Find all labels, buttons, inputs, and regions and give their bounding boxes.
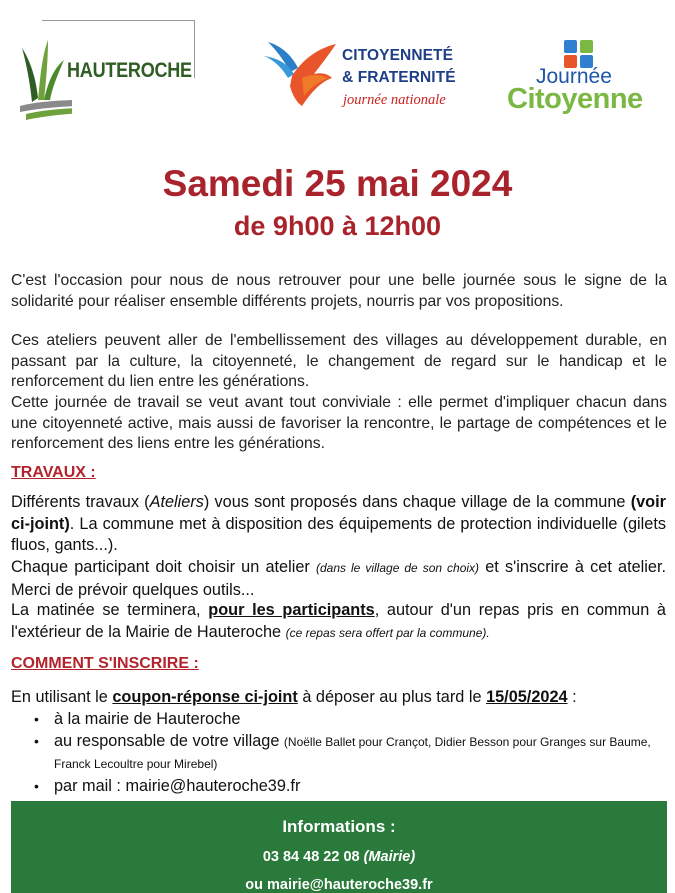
text-span: La matinée se terminera, — [11, 601, 209, 619]
inscription-methods-list — [34, 709, 666, 797]
travaux-paragraph — [11, 492, 666, 557]
bird-icon — [262, 38, 340, 110]
text-span: , autour d'un repas pris en commun à l'extérieur de la Mairie de Hauteroche — [11, 601, 666, 641]
citoyennete-logo-subtitle: journée nationale — [343, 92, 446, 108]
logo-frame-line — [42, 20, 194, 21]
list-item — [34, 709, 666, 731]
text-bold: pour les participants — [208, 601, 375, 619]
text-span: Différents travaux ( — [11, 493, 150, 511]
text-bold: (voir ci-joint) — [11, 493, 666, 533]
square-icon — [580, 40, 593, 53]
travaux-paragraph — [11, 557, 666, 601]
logo-frame-line — [194, 20, 195, 78]
footer-phone — [11, 849, 667, 865]
list-item-text: à la mairie de Hauteroche — [54, 710, 241, 728]
inscrire-heading: COMMENT S'INSCRIRE : — [11, 655, 199, 672]
text-span: . La commune met à disposition des équipements de protection individuelle (gilets fluos, gants...). — [11, 514, 666, 554]
text-span: ) vous sont proposés dans chaque village de la commune — [203, 493, 631, 511]
bullet-icon: • — [34, 711, 39, 727]
intro-paragraph: Ces ateliers peuvent aller de l'embellissement des villages au développement durable, en passant par la culture, la citoyenneté, le changement de regard sur le handicap et le renforcement du lien entre les générations. — [11, 332, 667, 390]
text-span: : — [567, 688, 577, 706]
travaux-heading: TRAVAUX : — [11, 464, 96, 481]
citoyennete-logo-line: CITOYENNETÉ — [342, 47, 454, 64]
info-footer — [11, 801, 667, 893]
travaux-paragraph — [11, 600, 666, 644]
text-bold: coupon-réponse ci-joint — [112, 688, 298, 706]
intro-paragraph: Cette journée de travail se veut avant tout conviviale : elle permet d'impliquer chacun dans une citoyenneté active, mais aussi de favoriser la rencontre, le partage de compétences et le renforcement des liens entre les générations. — [11, 394, 667, 452]
deadline-date: 15/05/2024 — [486, 688, 568, 706]
text-span: à déposer au plus tard le — [297, 688, 487, 706]
hauteroche-logo — [20, 20, 198, 122]
list-item-text: par mail : mairie@hauteroche39.fr — [54, 776, 301, 795]
grass-leaf-icon — [20, 32, 72, 122]
bullet-icon: • — [34, 732, 39, 749]
list-item-text: au responsable de votre village — [54, 731, 284, 750]
phone-note: (Mairie) — [359, 849, 416, 865]
journee-logo-text: Journée — [536, 65, 612, 88]
event-date-title: Samedi 25 mai 2024 — [162, 163, 513, 204]
text-span: Chaque participant doit choisir un atelier — [11, 558, 316, 576]
event-time-title: de 9h00 à 12h00 — [233, 211, 442, 241]
citoyennete-fraternite-logo — [262, 38, 472, 118]
footer-email: ou mairie@hauteroche39.fr — [245, 877, 433, 893]
text-small: (ce repas sera offert par la commune). — [285, 625, 490, 640]
citoyennete-logo-line: & FRATERNITÉ — [342, 69, 456, 86]
journee-citoyenne-logo — [505, 38, 660, 118]
footer-title: Informations : — [282, 817, 396, 836]
inscrire-paragraph — [11, 687, 666, 709]
square-icon — [564, 40, 577, 53]
citoyenne-logo-text: Citoyenne — [507, 83, 643, 115]
text-italic: Ateliers — [149, 493, 204, 511]
intro-paragraph: C'est l'occasion pour nous de nous retrouver pour une belle journée sous le signe de la solidarité pour réaliser ensemble différents projets, nourris par vos propositions. — [11, 272, 667, 310]
text-span: et s'inscrire à cet atelier. Merci de prévoir quelques outils... — [11, 558, 666, 599]
text-small: (dans le village de son choix) — [316, 561, 480, 575]
hauteroche-logo-text: HAUTEROCHE — [67, 59, 192, 82]
list-item — [34, 731, 666, 776]
list-item — [34, 776, 666, 798]
text-span: En utilisant le — [11, 688, 113, 706]
phone-number: 03 84 48 22 08 — [262, 849, 360, 865]
bullet-icon: • — [34, 777, 39, 794]
list-item-note: (Noëlle Ballet pour Crançot, Didier Besson pour Granges sur Baume, Franck Lecoultre pour Mirebel) — [54, 734, 651, 771]
